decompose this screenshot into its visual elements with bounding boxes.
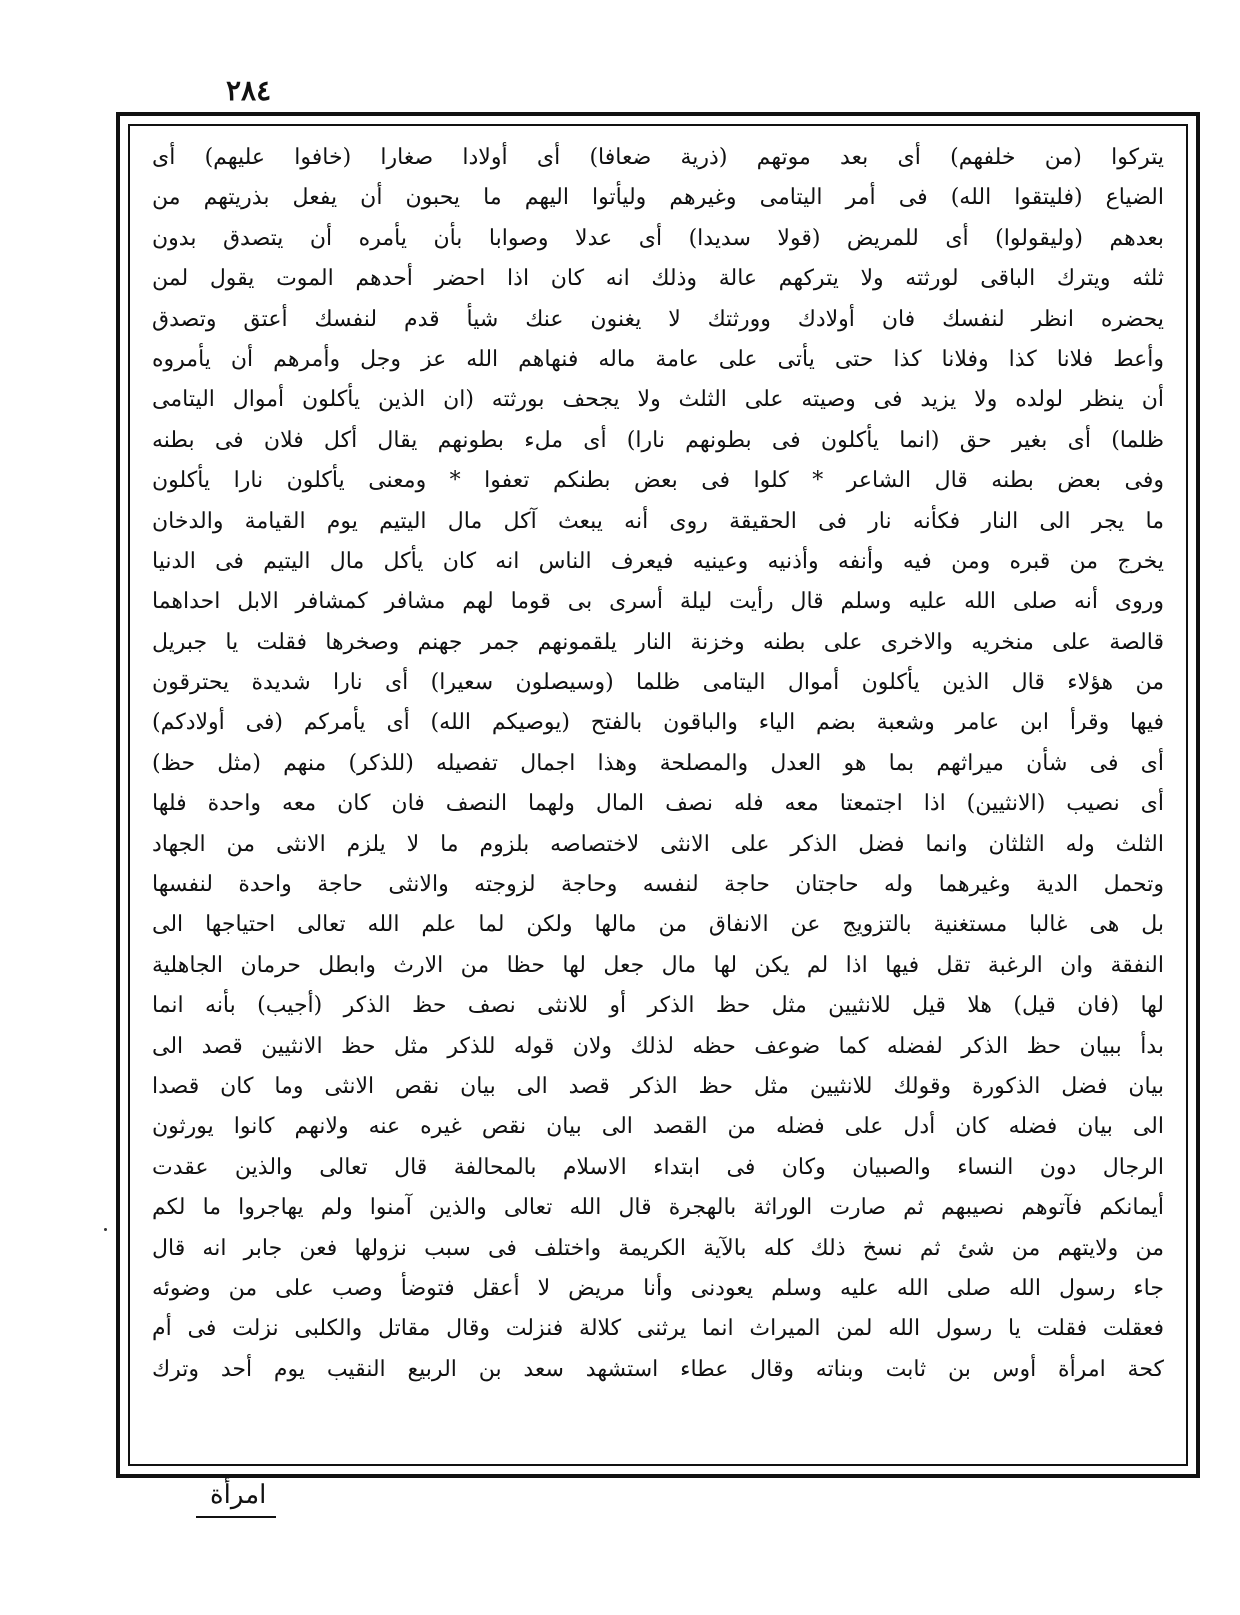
text-line: بعدهم (وليقولوا) أى للمريض (قولا سديدا) أى عدلا وصوابا بأن يأمره أن يتصدق بدون [152, 225, 1164, 251]
margin-dot [104, 1228, 107, 1231]
text-line: أى فى شأن ميراثهم بما هو العدل والمصلحة وهذا اجمال تفصيله (للذكر) منهم (مثل حظ) [152, 750, 1164, 776]
text-line: وتحمل الدية وغيرهما وله حاجتان حاجة لنفسه وحاجة لزوجته والانثى حاجة واحدة لنفسها [152, 872, 1164, 898]
text-line: بدأ ببيان حظ الذكر لفضله كما ضوعف حظه لذلك ولان قوله للذكر مثل حظ الانثيين قصد الى [152, 1033, 1164, 1059]
text-line: أن ينظر لولده ولا يزيد فى وصيته على الثلث ولا يجحف بورثته (ان الذين يأكلون أموال اليتامى [152, 387, 1164, 413]
text-line: فيها وقرأ ابن عامر وشعبة بضم الياء والباقون بالفتح (يوصيكم الله) أى يأمركم (فى أولادكم) [152, 710, 1164, 736]
text-line: فعقلت فقلت يا رسول الله لمن الميراث انما يرثنى كلالة فنزلت وقال مقاتل والكلبى نزلت فى أم [152, 1316, 1164, 1342]
text-frame [116, 112, 1200, 1478]
text-line: بل هى غالبا مستغنية بالتزويج عن الانفاق من مالها ولكن لما علم الله تعالى احتياجها الى [152, 912, 1164, 938]
text-line: من هؤلاء قال الذين يأكلون أموال اليتامى ظلما (وسيصلون سعيرا) أى نارا شديدة يحترقون [152, 670, 1164, 696]
text-line: يحضره انظر لنفسك فان أولادك وورثتك لا يغنون عنك شيأ قدم لنفسك أعتق وتصدق [152, 306, 1164, 332]
text-line: جاء رسول الله صلى الله عليه وسلم يعودنى وأنا مريض لا أعقل فتوضأ وصب على من وضوئه [152, 1275, 1164, 1301]
text-line: يخرج من قبره ومن فيه وأنفه وأذنيه وعينيه فيعرف الناس انه كان يأكل مال اليتيم فى الدنيا [152, 548, 1164, 574]
text-line: ظلما) أى بغير حق (انما يأكلون فى بطونهم نارا) أى ملء بطونهم يقال أكل فلان فى بطنه [152, 427, 1164, 453]
text-line: بيان فضل الذكورة وقولك للانثيين مثل حظ الذكر قصد الى بيان نقص الانثى وما كان قصدا [152, 1073, 1164, 1099]
text-line: وروى أنه صلى الله عليه وسلم قال رأيت ليلة أسرى بى قوما لهم مشافر كمشافر الابل احداهما [152, 589, 1164, 615]
text-line: لها (فان قيل) هلا قيل للانثيين مثل حظ الذكر أو للانثى نصف حظ الذكر (أجيب) بأنه انما [152, 993, 1164, 1019]
inner-frame [128, 124, 1188, 1466]
text-line: وأعط فلانا كذا وفلانا كذا حتى يأتى على عامة ماله فنهاهم الله عز وجل وأمرهم أن يأمروه [152, 346, 1164, 372]
text-line: كحة امرأة أوس بن ثابت وبناته وقال عطاء استشهد سعد بن الربيع النقيب يوم أحد وترك [152, 1356, 1164, 1382]
catchword: امرأة [210, 1480, 267, 1510]
text-line: النفقة وان الرغبة تقل فيها اذا لم يكن لها مال جعل لها حظا من الارث وابطل حرمان الجاهلية [152, 952, 1164, 978]
text-line: قالصة على منخريه والاخرى على بطنه وخزنة النار يلقمونهم جمر جهنم وصخرها فقلت يا جبريل [152, 629, 1164, 655]
text-line: الرجال دون النساء والصبيان وكان فى ابتداء الاسلام بالمحالفة قال تعالى والذين عقدت [152, 1154, 1164, 1180]
text-line: الضياع (فليتقوا الله) فى أمر اليتامى وغيرهم وليأتوا اليهم ما يحبون أن يفعل بذريتهم من [152, 185, 1164, 211]
text-line: أيمانكم فآتوهم نصيبهم ثم صارت الوراثة بالهجرة قال الله تعالى والذين آمنوا ولم يهاجروا ما لكم [152, 1195, 1164, 1221]
catchword-underline [196, 1516, 276, 1518]
text-line: الثلث وله الثلثان وانما فضل الذكر على الانثى لاختصاصه بلزوم ما لا يلزم الانثى من الجهاد [152, 831, 1164, 857]
text-line: ما يجر الى النار فكأنه نار فى الحقيقة روى أنه يبعث آكل مال اليتيم يوم القيامة والدخان [152, 508, 1164, 534]
text-block [152, 138, 1164, 1390]
text-line: يتركوا (من خلفهم) أى بعد موتهم (ذرية ضعافا) أى أولادا صغارا (خافوا عليهم) أى [152, 145, 1164, 170]
text-line: من ولايتهم من شئ ثم نسخ ذلك كله بالآية الكريمة واختلف فى سبب نزولها فعن جابر انه قال [152, 1235, 1164, 1261]
text-line: الى بيان فضله كان أدل على فضله من القصد الى بيان نقص غيره عنه ولانهم كانوا يورثون [152, 1114, 1164, 1140]
text-line: أى نصيب (الانثيين) اذا اجتمعتا معه فله نصف المال ولهما النصف فان كان معه واحدة فلها [152, 791, 1164, 817]
text-line: ثلثه ويترك الباقى لورثته ولا يتركهم عالة وذلك انه كان اذا احضر أحدهم الموت يقول لمن [152, 266, 1164, 292]
text-line: وفى بعض بطنه قال الشاعر * كلوا فى بعض بطنكم تعفوا * ومعنى يأكلون نارا يأكلون [152, 468, 1164, 494]
page-number: ٢٨٤ [226, 74, 272, 107]
